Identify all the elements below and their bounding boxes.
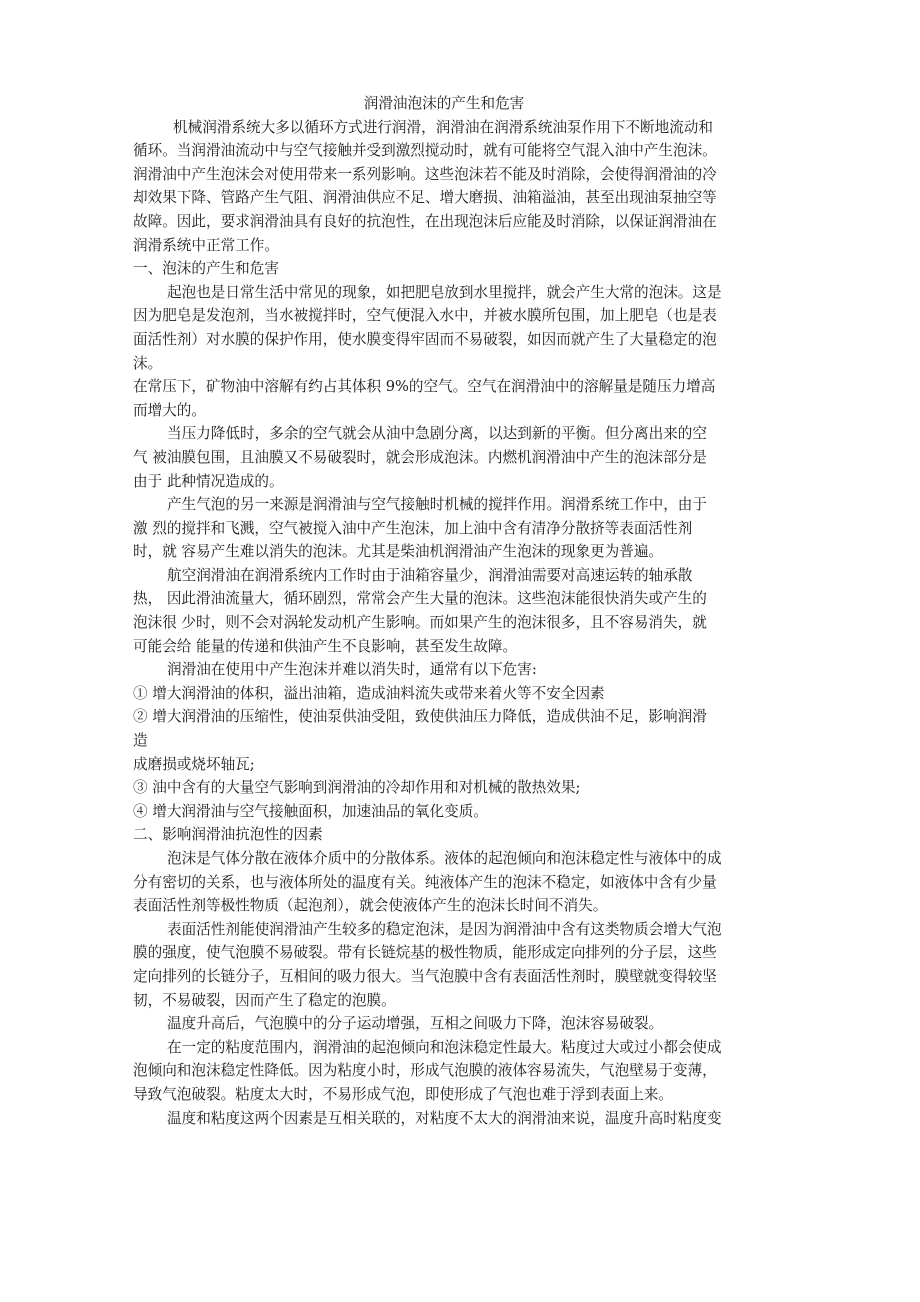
list-item: ④ 增大润滑油与空气接触面积，加速油品的氧化变质。 [133, 802, 488, 820]
paragraph [133, 918, 795, 1012]
text-line: 起泡也是日常生活中常见的现象，如把肥皂放到水里搅拌，就会产生大常的泡沫。这是 [167, 283, 722, 301]
text-line: 表面活性剂能使润滑油产生较多的稳定泡沫，是因为润滑油中含有这类物质会增大气泡 [167, 920, 722, 938]
text-line: 时，就 容易产生难以消失的泡沫。尤其是柴油机润滑油产生泡沫的现象更为普遍。 [133, 543, 664, 561]
text-line: 机械润滑系统大多以循环方式进行润滑，润滑油在润滑系统油泵作用下不断地流动和 [173, 118, 713, 136]
text-line: 泡沫是气体分散在液体介质中的分散体系。液体的起泡倾向和泡沫稳定性与液体中的成 [167, 850, 722, 867]
text-line: 激 烈的搅拌和飞溅，空气被搅入油中产生泡沫，加上油中含有清净分散挤等表面活性剂 [133, 519, 693, 537]
text-line: 泡沫很 少时，则不会对涡轮发动机产生影响。而如果产生的泡沫很多，且不容易消失，就 [133, 614, 707, 632]
list-item: ③ 油中含有的大量空气影响到润滑油的冷却作用和对机械的散热效果; [133, 779, 581, 797]
document-page [133, 92, 795, 1130]
list-item: ① 增大润滑油的体积，溢出油箱，造成油料流失或带来着火等不安全因素 [133, 684, 605, 702]
text-line: 润滑系统中正常工作。 [133, 236, 279, 254]
text-line: 却效果下降、管路产生气阻、润滑油供应不足、增大磨损、油箱溢油，甚至出现油泵抽空等 [133, 189, 717, 207]
text-line: 导致气泡破裂。粘度太大时，不易形成气泡，即使形成了气泡也难于浮到表面上来。 [133, 1085, 673, 1103]
section-heading: 一、泡沫的产生和危害 [133, 260, 279, 278]
text-line: 航空润滑油在润滑系统内工作时由于油箱容量少，润滑油需要对高速运转的轴承散 [167, 566, 693, 584]
text-line: 循环。当润滑油流动中与空气接触并受到激烈搅动时，就有可能将空气混入油中产生泡沫。 [133, 142, 717, 160]
text-line: 沫。 [133, 354, 163, 372]
paragraph [133, 1107, 795, 1131]
paragraph [133, 847, 795, 918]
text-line: 表面活性剂等极性物质（起泡剂），就会使液体产生的泡沫长时间不消失。 [133, 897, 608, 915]
text-line: 温度和粘度这两个因素是互相关联的，对粘度不太大的润滑油来说，温度升高时粘度变 [167, 1109, 722, 1127]
text-line: 而增大的。 [133, 401, 206, 419]
text-line: 可能会给 能量的传递和供油产生不良影响，甚至发生故障。 [133, 637, 518, 655]
text-line: 因为肥皂是发泡剂，当水被搅拌时，空气便混入水中，并被水膜所包围，加上肥皂（也是表 [133, 307, 717, 325]
text-line: 润滑油在使用中产生泡沫并难以消失时，通常有以下危害: [167, 661, 537, 679]
paragraph [133, 1036, 795, 1107]
text-line: 膜的强度，使气泡膜不易破裂。带有长链烷基的极性物质，能形成定向排列的分子层，这些 [133, 944, 717, 962]
text-line: 润滑油中产生泡沫会对使用带来一系列影响。这些泡沫若不能及时消除，会使得润滑油的冷 [133, 165, 717, 183]
paragraph [133, 564, 795, 658]
paragraph [133, 658, 795, 682]
hazard-list [133, 682, 795, 824]
document-title: 润滑油泡沫的产生和危害 [363, 95, 525, 112]
paragraph [133, 375, 795, 422]
text-line: 在一定的粘度范围内，润滑油的起泡倾向和泡沫稳定性最大。粘度过大或过小都会使成 [167, 1038, 722, 1056]
text-line: 定向排列的长链分子，互相间的吸力很大。当气泡膜中含有表面活性剂时，膜壁就变得较坚 [133, 967, 717, 985]
list-item: 成磨损或烧坏轴瓦; [133, 755, 255, 773]
text-line: 由于 此种情况造成的。 [133, 472, 284, 490]
list-item: ② 增大润滑油的压缩性，使油泵供油受阻，致使供油压力降低，造成供油不足，影响润滑 [133, 708, 707, 726]
text-line: 热， 因此滑油流量大，循环剧烈，常常会产生大量的泡沫。这些泡沫能很快消失或产生的 [133, 590, 707, 608]
paragraph [133, 422, 795, 493]
text-line: 气 被油膜包围，且油膜又不易破裂时，就会形成泡沫。内燃机润滑油中产生的泡沫部分是 [133, 448, 707, 466]
text-line: 韧，不易破裂，因而产生了稳定的泡膜。 [133, 991, 396, 1009]
paragraph [133, 281, 795, 375]
paragraph [133, 1012, 795, 1036]
text-line: 泡倾向和泡沫稳定性降低。因为粘度小时，形成气泡膜的液体容易流失，气泡壁易于变薄， [133, 1062, 717, 1080]
list-item: 造 [133, 732, 148, 750]
text-line: 当压力降低时，多余的空气就会从油中急剧分离，以达到新的平衡。但分离出来的空 [167, 425, 707, 443]
intro-paragraph [133, 116, 795, 258]
text-line: 在常压下，矿物油中溶解有约占其体积 9%的空气。空气在润滑油中的溶解量是随压力增高 [133, 378, 716, 396]
text-line: 产生气泡的另一来源是润滑油与空气接触时机械的搅拌作用。润滑系统工作中，由于 [167, 496, 707, 514]
text-line: 温度升高后，气泡膜中的分子运动增强，互相之间吸力下降，泡沫容易破裂。 [167, 1015, 664, 1033]
text-line: 分有密切的关系，也与液体所处的温度有关。纯液体产生的泡沫不稳定，如液体中含有少量 [133, 873, 717, 891]
section-heading: 二、影响润滑油抗泡性的因素 [133, 826, 323, 844]
paragraph [133, 493, 795, 564]
text-line: 故障。因此，要求润滑油具有良好的抗泡性，在出现泡沫后应能及时消除，以保证润滑油在 [133, 212, 717, 230]
text-line: 面活性剂）对水膜的保护作用，使水膜变得牢固而不易破裂，如因而就产生了大量稳定的泡 [133, 330, 717, 348]
